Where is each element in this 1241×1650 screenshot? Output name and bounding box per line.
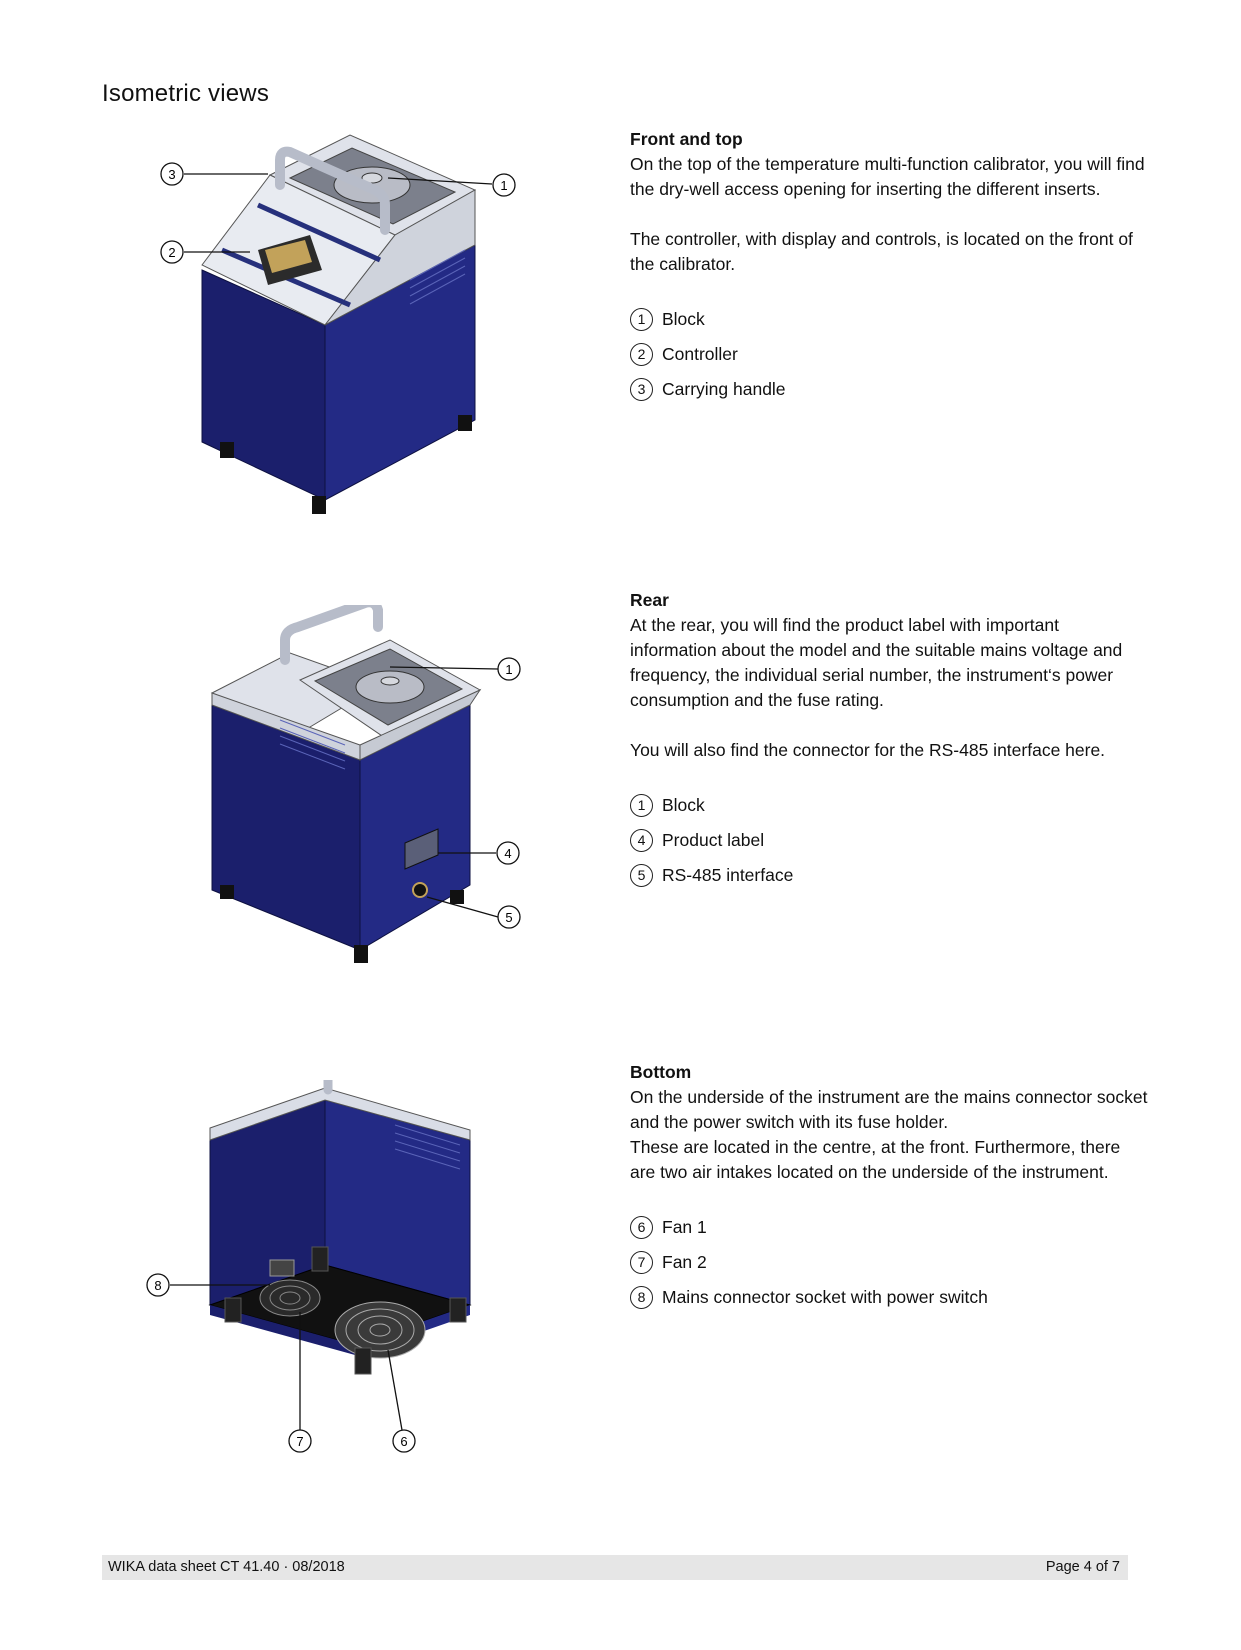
legend bbox=[630, 1210, 1150, 1315]
legend-label: Product label bbox=[662, 830, 765, 850]
legend-item bbox=[630, 1280, 1150, 1315]
legend-label: RS-485 interface bbox=[662, 865, 794, 885]
svg-text:6: 6 bbox=[400, 1434, 408, 1449]
section-bottom bbox=[630, 1060, 1150, 1315]
section-rear bbox=[630, 588, 1150, 893]
calibrator-rear-illustration bbox=[140, 605, 560, 1000]
section-front-top bbox=[630, 127, 1150, 407]
callout-1 bbox=[493, 174, 515, 196]
legend-number: 4 bbox=[630, 829, 653, 852]
section-paragraph: You will also find the connector for the RS-485 interface here. bbox=[630, 740, 1106, 760]
calibrator-bottom-illustration bbox=[140, 1080, 560, 1520]
callout-3 bbox=[161, 163, 183, 185]
section-paragraph: On the top of the temperature multi-function calibrator, you will find the dry-well access opening for inserting the different inserts. bbox=[630, 154, 1145, 199]
section-paragraph: The controller, with display and controls, is located on the front of the calibrator. bbox=[630, 229, 1133, 274]
legend-number: 5 bbox=[630, 864, 653, 887]
figure-bottom bbox=[140, 1080, 560, 1520]
section-paragraph: At the rear, you will find the product label with important information about the model and the suitable mains voltage and frequency, the individual serial number, the instrument‘s power consumption and the fuse rating. bbox=[630, 615, 1123, 710]
callout-1 bbox=[498, 658, 520, 680]
svg-text:2: 2 bbox=[168, 245, 176, 260]
legend-number: 1 bbox=[630, 794, 653, 817]
legend-label: Block bbox=[662, 795, 705, 815]
callout-7 bbox=[289, 1430, 311, 1452]
section-paragraph: On the underside of the instrument are the mains connector socket and the power switch with its fuse holder. These are located in the centre, at the front. Furthermore, there are two air intakes located on the underside of the instrument. bbox=[630, 1087, 1148, 1182]
svg-text:5: 5 bbox=[505, 910, 513, 925]
legend-number: 6 bbox=[630, 1216, 653, 1239]
section-heading: Front and top bbox=[630, 129, 743, 149]
legend-label: Carrying handle bbox=[662, 379, 786, 399]
legend-label: Fan 1 bbox=[662, 1217, 707, 1237]
legend-number: 7 bbox=[630, 1251, 653, 1274]
callout-6 bbox=[393, 1430, 415, 1452]
svg-text:1: 1 bbox=[500, 178, 508, 193]
legend bbox=[630, 788, 1150, 893]
legend-label: Block bbox=[662, 309, 705, 329]
svg-text:4: 4 bbox=[504, 846, 512, 861]
legend-number: 3 bbox=[630, 378, 653, 401]
footer-page-number: Page 4 of 7 bbox=[1045, 1559, 1120, 1575]
legend-item bbox=[630, 1210, 1150, 1245]
legend-item bbox=[630, 302, 1150, 337]
svg-text:7: 7 bbox=[296, 1434, 304, 1449]
calibrator-front-illustration bbox=[140, 130, 560, 540]
legend-item bbox=[630, 858, 1150, 893]
legend-number: 8 bbox=[630, 1286, 653, 1309]
legend-label: Fan 2 bbox=[662, 1252, 707, 1272]
legend-label: Mains connector socket with power switch bbox=[662, 1287, 988, 1307]
legend-number: 2 bbox=[630, 343, 653, 366]
svg-text:8: 8 bbox=[154, 1278, 162, 1293]
svg-text:3: 3 bbox=[168, 167, 176, 182]
legend bbox=[630, 302, 1150, 407]
figure-front-top bbox=[140, 130, 560, 540]
callout-8 bbox=[147, 1274, 169, 1296]
page-footer bbox=[102, 1555, 1128, 1580]
footer-document-ref: WIKA data sheet CT 41.40 · 08/2018 bbox=[108, 1559, 345, 1575]
page-title: Isometric views bbox=[102, 80, 270, 107]
callout-4 bbox=[497, 842, 519, 864]
legend-item bbox=[630, 788, 1150, 823]
legend-number: 1 bbox=[630, 308, 653, 331]
callout-5 bbox=[498, 906, 520, 928]
callout-2 bbox=[161, 241, 183, 263]
section-heading: Rear bbox=[630, 590, 669, 610]
section-heading: Bottom bbox=[630, 1062, 692, 1082]
figure-rear bbox=[140, 605, 560, 1000]
legend-item bbox=[630, 337, 1150, 372]
legend-item bbox=[630, 372, 1150, 407]
legend-item bbox=[630, 823, 1150, 858]
legend-item bbox=[630, 1245, 1150, 1280]
svg-text:1: 1 bbox=[505, 662, 513, 677]
legend-label: Controller bbox=[662, 344, 738, 364]
